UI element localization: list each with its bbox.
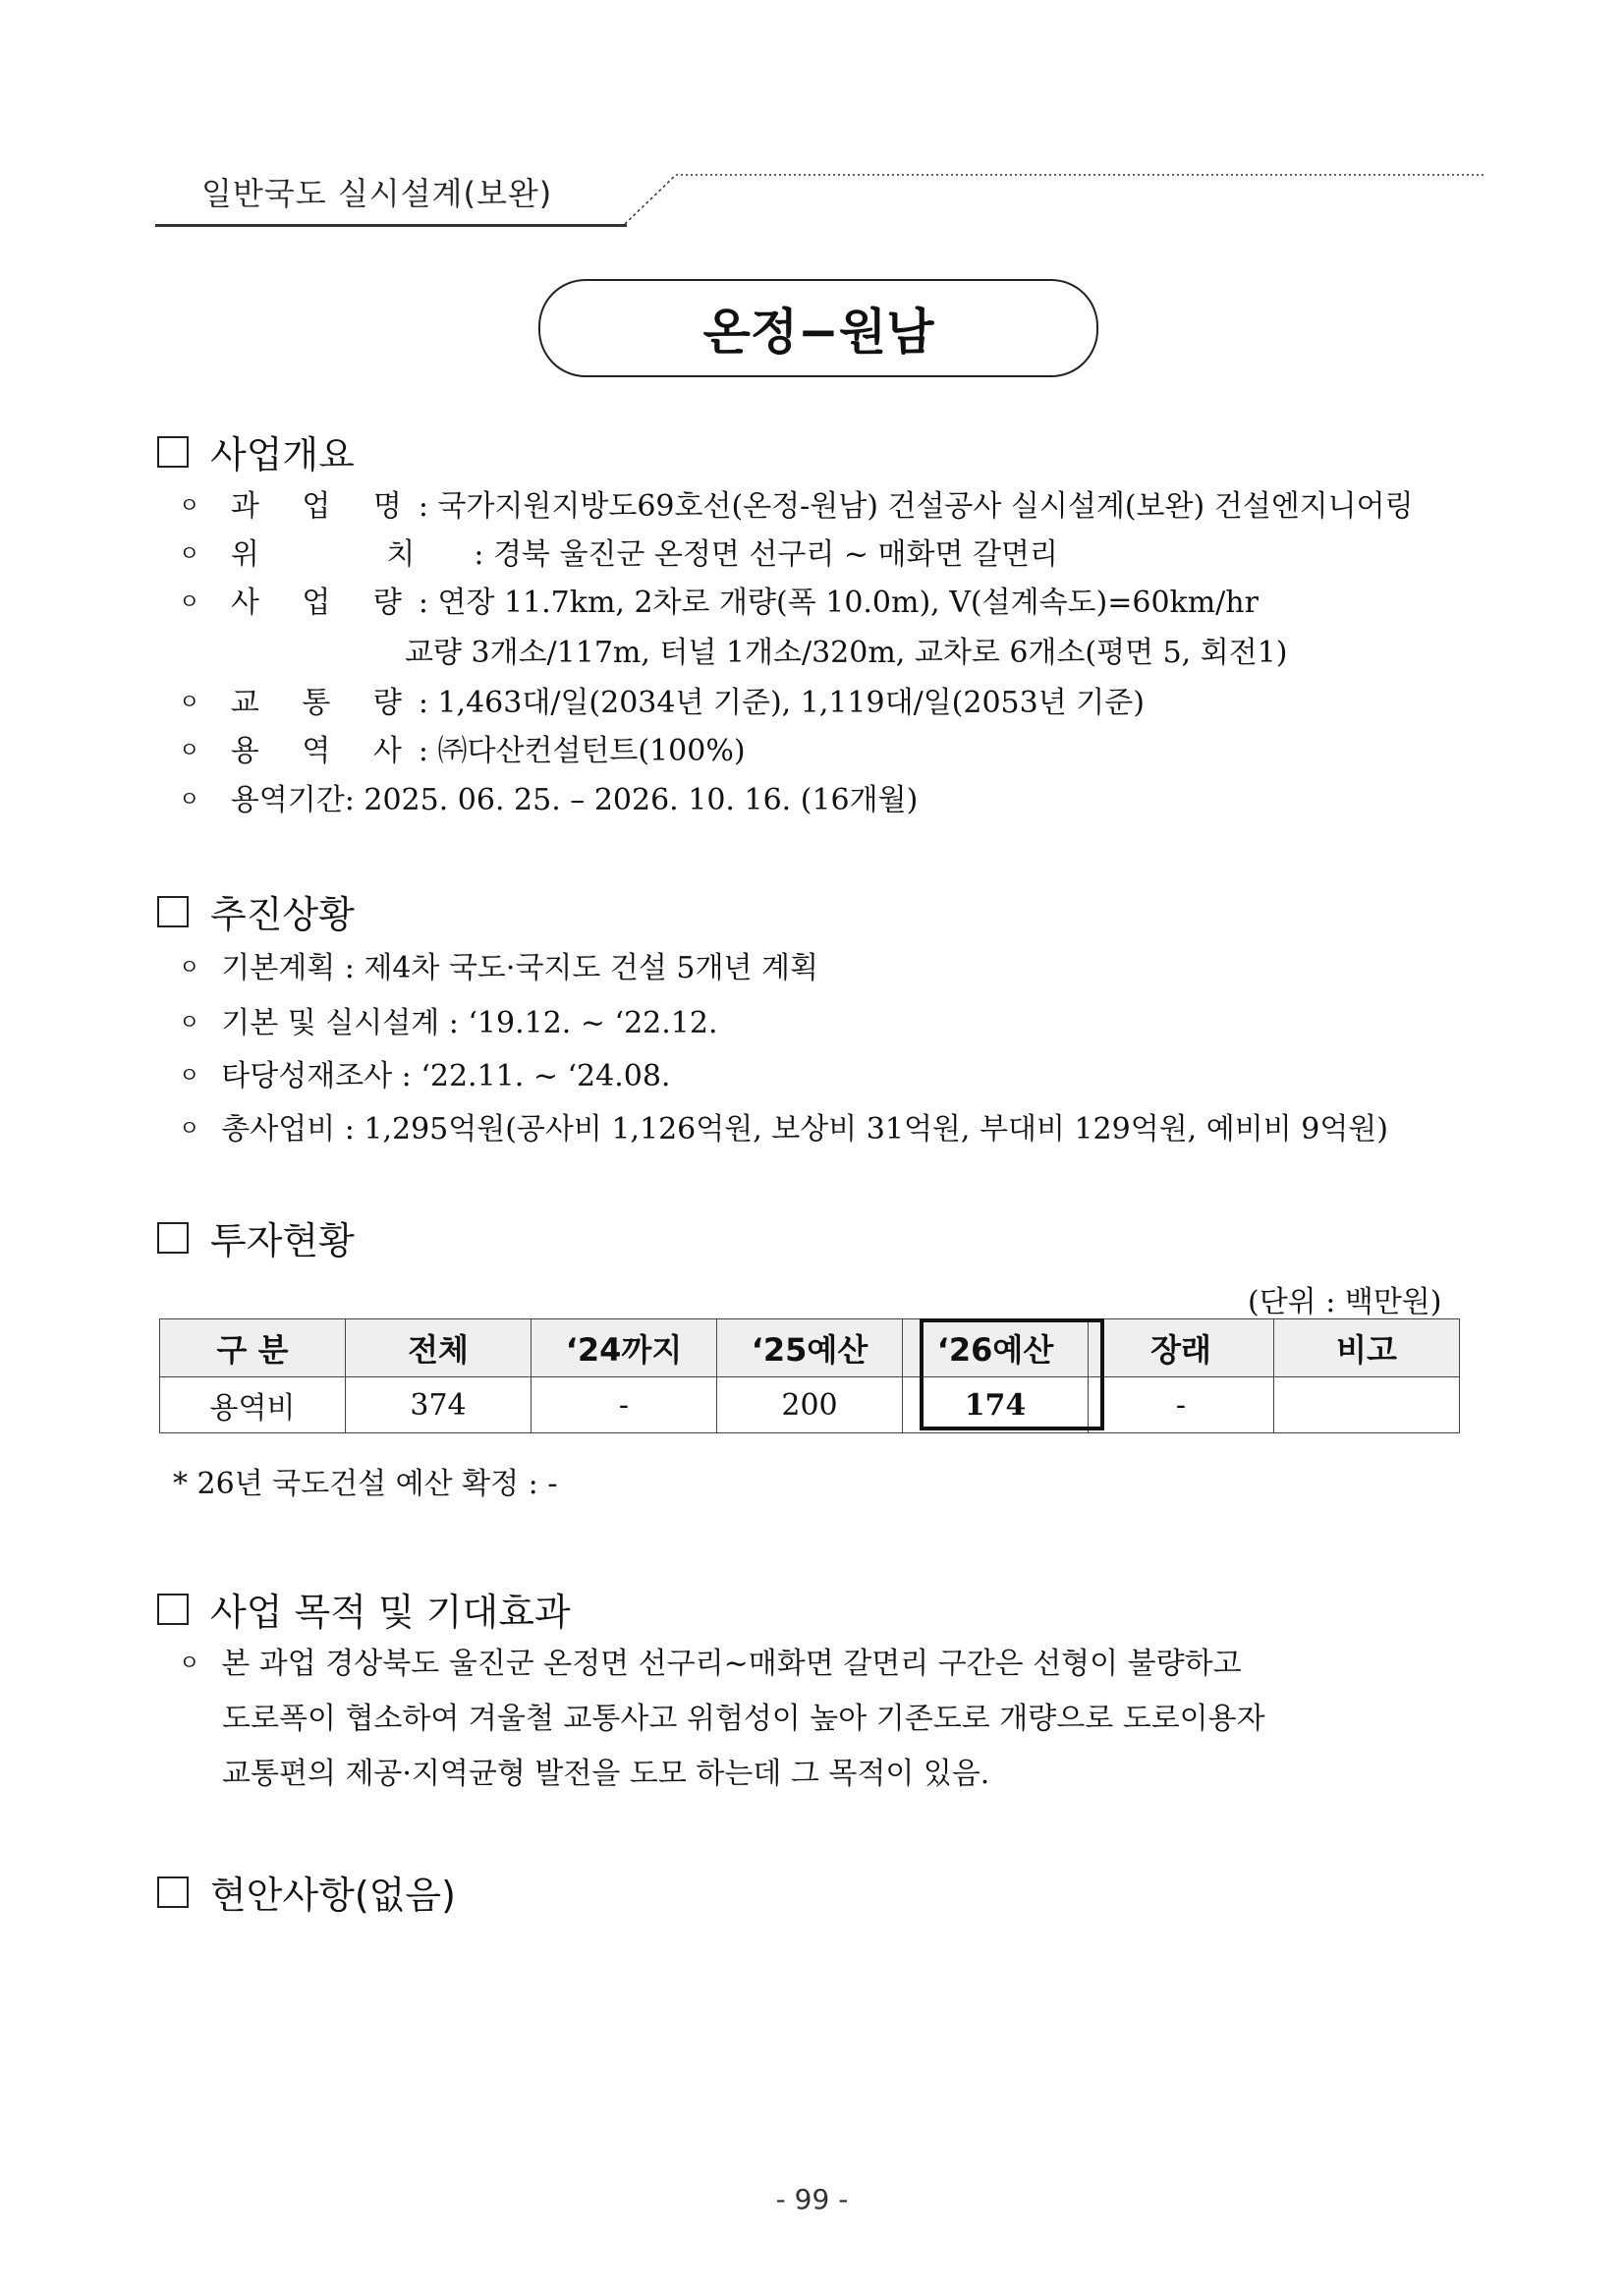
section-purpose-heading (157, 1582, 571, 1636)
section-purpose-label: 사업 목적 및 기대효과 (210, 1591, 571, 1634)
section-progress-heading (157, 884, 355, 938)
table-header-cell: 전체 (346, 1319, 532, 1377)
table-cell: 374 (346, 1377, 532, 1433)
progress-item: ㅇ 기본 및 실시설계 : ‘19.12. ~ ‘22.12. (179, 1004, 718, 1046)
table-header-cell: ‘26예산 (903, 1319, 1089, 1377)
page-number: - 99 - (775, 2183, 849, 2215)
checkbox-square-icon (157, 1222, 189, 1254)
traffic-label: 교 통 량 (230, 686, 419, 720)
section-overview-heading (157, 424, 355, 478)
contractor-label: 용 역 사 (230, 734, 419, 768)
overview-traffic (179, 684, 1145, 726)
overview-contractor (179, 732, 746, 774)
overview-location (179, 535, 1058, 578)
table-cell (1274, 1377, 1460, 1433)
table-cell: - (532, 1377, 717, 1433)
section-investment-heading (157, 1210, 355, 1264)
table-header-cell: ‘25예산 (717, 1319, 903, 1377)
table-header-cell: 비고 (1274, 1319, 1460, 1377)
purpose-line-2: 도로폭이 협소하여 겨울철 교통사고 위험성이 높아 기존도로 개량으로 도로이용자 (222, 1702, 1265, 1736)
table-cell: 200 (717, 1377, 903, 1433)
project-name-value: : 국가지원지방도69호선(온정-원남) 건설공사 실시설계(보완) 건설엔지니어링 (418, 489, 1414, 524)
section-progress-label: 추진상황 (210, 893, 355, 936)
overview-project-name (179, 487, 1414, 530)
overview-period (179, 781, 918, 823)
table-note: * 26년 국도건설 예산 확정 : - (173, 1467, 558, 1501)
progress-item: ㅇ 타당성재조사 : ‘22.11. ~ ‘24.08. (179, 1057, 670, 1099)
table-header-cell: 구 분 (160, 1319, 346, 1377)
header-title: 일반국도 실시설계(보완) (201, 175, 553, 212)
scope-value-1: : 연장 11.7km, 2차로 개량(폭 10.0m), V(설계속도)=60km/hr (418, 586, 1259, 620)
table-header-cell: 장래 (1089, 1319, 1274, 1377)
header-dotted-rule (619, 169, 1484, 228)
table-cell: - (1089, 1377, 1274, 1433)
contractor-value: : ㈜다산컨설턴트(100%) (418, 734, 746, 768)
scope-label: 사 업 량 (230, 586, 419, 620)
section-overview-label: 사업개요 (210, 433, 355, 476)
section-issues-label: 현안사항(없음) (210, 1874, 456, 1917)
period-value: : 2025. 06. 25. – 2026. 10. 16. (16개월) (344, 783, 919, 817)
table-cell: 용역비 (160, 1377, 346, 1433)
table-header-cell: ‘24까지 (532, 1319, 717, 1377)
section-issues-heading (157, 1865, 456, 1919)
table-unit: (단위 : 백만원) (1248, 1285, 1442, 1319)
checkbox-square-icon (157, 436, 189, 468)
progress-item: ㅇ 총사업비 : 1,295억원(공사비 1,126억원, 보상비 31억원, 부대비 129억원, 예비비 9억원) (179, 1110, 1388, 1152)
checkbox-square-icon (157, 1594, 189, 1625)
scope-value-2: 교량 3개소/117m, 터널 1개소/320m, 교차로 6개소(평면 5, 회전1) (405, 636, 1288, 670)
purpose-line-3: 교통편의 제공·지역균형 발전을 도모 하는데 그 목적이 있음. (222, 1757, 990, 1791)
table-cell: 174 (903, 1377, 1089, 1433)
project-name-label: 과 업 명 (230, 489, 419, 524)
page-title: 온정−원남 (538, 279, 1098, 377)
investment-table (159, 1318, 1460, 1433)
progress-item: ㅇ 기본계획 : 제4차 국도·국지도 건설 5개년 계획 (179, 949, 818, 991)
section-investment-label: 투자현황 (210, 1219, 355, 1262)
traffic-value: : 1,463대/일(2034년 기준), 1,119대/일(2053년 기준) (418, 686, 1145, 720)
table-header-row (160, 1319, 1460, 1377)
table-row (160, 1377, 1460, 1433)
highlight-2026-column (920, 1318, 1104, 1430)
checkbox-square-icon (157, 896, 189, 927)
checkbox-square-icon (157, 1876, 189, 1908)
location-value: : 경북 울진군 온정면 선구리 ~ 매화면 갈면리 (474, 537, 1058, 572)
purpose-line-1: ㅇ 본 과업 경상북도 울진군 온정면 선구리∼매화면 갈면리 구간은 선형이 불량하고 (179, 1645, 1242, 1687)
period-label: 용역기간 (230, 783, 345, 817)
header-underline (155, 224, 627, 227)
location-label: 위 치 (230, 537, 475, 572)
overview-scope (179, 584, 1259, 626)
